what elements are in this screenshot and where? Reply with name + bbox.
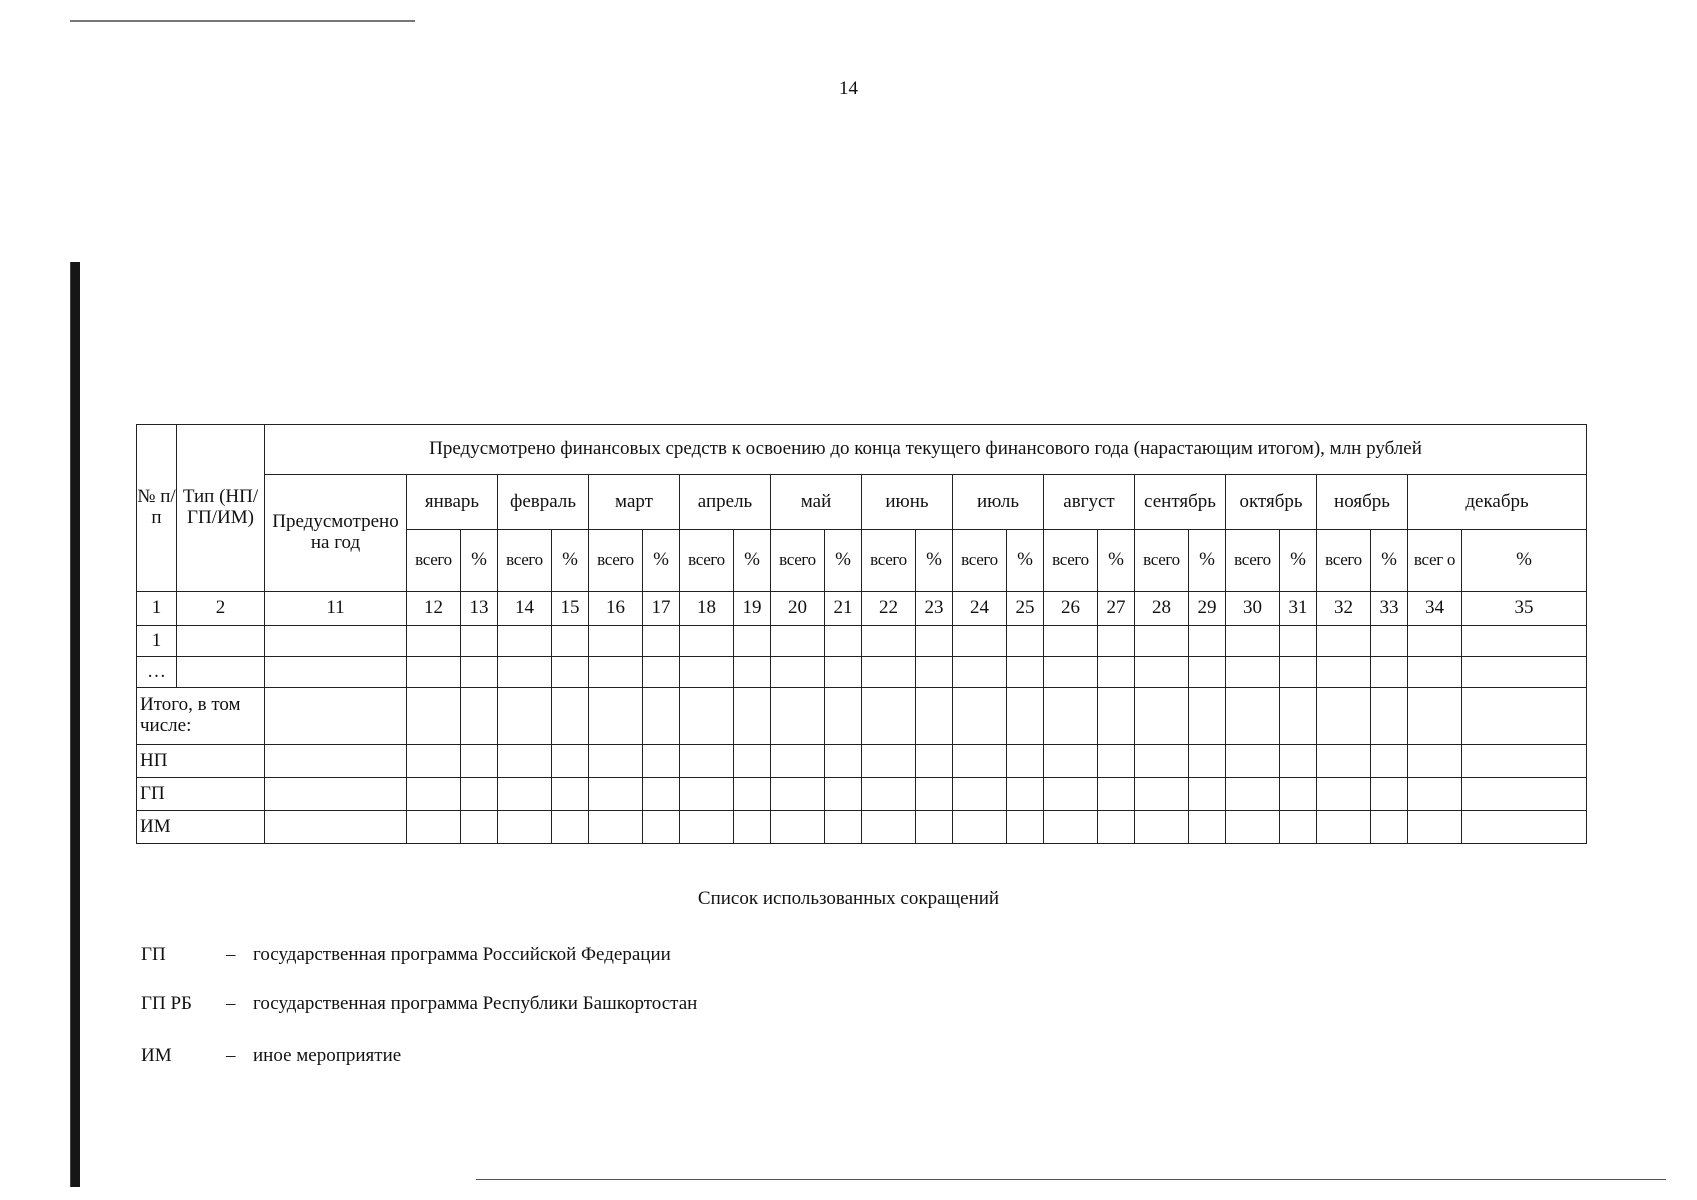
kind-label: ГП [137, 778, 265, 811]
top-rule [70, 20, 415, 22]
table-cell [589, 626, 643, 657]
table-cell [734, 778, 771, 811]
table-cell [1280, 626, 1317, 657]
table-cell [265, 745, 407, 778]
table-row-index: … [137, 657, 177, 688]
header-subcol-total: всего [1044, 530, 1098, 592]
header-month: май [771, 475, 862, 530]
table-cell [1462, 778, 1587, 811]
header-financing-group: Предусмотрено финансовых средств к освоению до конца текущего финансового года (нарастающим итогом), млн рублей [265, 425, 1587, 475]
table-cell [265, 778, 407, 811]
table-cell [825, 657, 862, 688]
table-cell [1462, 688, 1587, 745]
abbreviation-dash: – [226, 1045, 236, 1066]
column-number: 28 [1135, 592, 1189, 626]
table-cell [862, 626, 916, 657]
table-cell [461, 657, 498, 688]
header-subcol-percent: % [1007, 530, 1044, 592]
header-month: сентябрь [1135, 475, 1226, 530]
column-number: 21 [825, 592, 862, 626]
header-subcol-percent: % [1371, 530, 1408, 592]
table-cell [177, 657, 265, 688]
table-cell [1007, 745, 1044, 778]
table-cell [1135, 626, 1189, 657]
table-cell [916, 688, 953, 745]
table-cell [1408, 657, 1462, 688]
table-cell [552, 745, 589, 778]
table-cell [953, 778, 1007, 811]
table-cell [461, 811, 498, 844]
column-number: 35 [1462, 592, 1587, 626]
header-subcol-percent: % [552, 530, 589, 592]
header-subcol-percent: % [1280, 530, 1317, 592]
table-cell [680, 778, 734, 811]
table-cell [1044, 626, 1098, 657]
header-subcol-percent: % [825, 530, 862, 592]
header-month: февраль [498, 475, 589, 530]
table-cell [1044, 778, 1098, 811]
column-number: 32 [1317, 592, 1371, 626]
table-cell [916, 626, 953, 657]
table-cell [1189, 657, 1226, 688]
table-cell [552, 778, 589, 811]
total-label: Итого, в том числе: [137, 688, 265, 745]
header-month: август [1044, 475, 1135, 530]
table-cell [771, 688, 825, 745]
header-subcol-total: всего [1317, 530, 1371, 592]
table-cell [1408, 778, 1462, 811]
header-month: январь [407, 475, 498, 530]
table-cell [825, 778, 862, 811]
table-cell [589, 811, 643, 844]
table-cell [265, 626, 407, 657]
table-cell [862, 657, 916, 688]
header-subcol-percent: % [1462, 530, 1587, 592]
table-cell [1189, 688, 1226, 745]
header-month: декабрь [1408, 475, 1587, 530]
table-cell [1189, 811, 1226, 844]
table-cell [1371, 745, 1408, 778]
table-cell [1189, 778, 1226, 811]
table-cell [407, 745, 461, 778]
table-cell [1098, 745, 1135, 778]
abbreviation-code: ГП РБ [141, 993, 192, 1014]
table-cell [1189, 626, 1226, 657]
header-type: Тип (НП/ГП/ИМ) [177, 425, 265, 592]
column-number: 31 [1280, 592, 1317, 626]
column-number: 33 [1371, 592, 1408, 626]
column-number: 26 [1044, 592, 1098, 626]
table-cell [265, 811, 407, 844]
header-subcol-total: всего [1135, 530, 1189, 592]
table-cell [1408, 688, 1462, 745]
table-cell [1317, 778, 1371, 811]
header-month: июль [953, 475, 1044, 530]
table-row-index: 1 [137, 626, 177, 657]
header-month: март [589, 475, 680, 530]
header-subcol-percent: % [916, 530, 953, 592]
table-cell [461, 778, 498, 811]
table-cell [498, 657, 552, 688]
table-cell [589, 657, 643, 688]
table-cell [1280, 688, 1317, 745]
abbreviation-text: иное мероприятие [253, 1045, 402, 1066]
table-cell [552, 811, 589, 844]
table-cell [589, 778, 643, 811]
table-cell [1280, 811, 1317, 844]
header-subcol-total: всего [680, 530, 734, 592]
table-cell [643, 745, 680, 778]
header-subcol-total: всего [953, 530, 1007, 592]
column-number: 20 [771, 592, 825, 626]
table-cell [825, 626, 862, 657]
table-cell [265, 688, 407, 745]
table-cell [643, 778, 680, 811]
table-cell [862, 688, 916, 745]
column-number: 15 [552, 592, 589, 626]
table-cell [643, 688, 680, 745]
table-cell [1317, 811, 1371, 844]
abbreviation-dash: – [226, 993, 236, 1014]
table-cell [734, 657, 771, 688]
table-cell [552, 688, 589, 745]
column-number: 30 [1226, 592, 1280, 626]
column-number: 2 [177, 592, 265, 626]
financing-table [136, 424, 1586, 844]
table-cell [1007, 657, 1044, 688]
table-cell [1280, 745, 1317, 778]
table-cell [498, 688, 552, 745]
header-subcol-total: всего [1226, 530, 1280, 592]
header-year-plan: Предусмотрено на год [265, 475, 407, 592]
abbreviation-dash: – [226, 944, 236, 965]
header-month: ноябрь [1317, 475, 1408, 530]
table-cell [862, 811, 916, 844]
table-cell [1135, 745, 1189, 778]
table-cell [1371, 778, 1408, 811]
column-number: 14 [498, 592, 552, 626]
table-cell [862, 745, 916, 778]
table-cell [1462, 657, 1587, 688]
table-cell [1317, 745, 1371, 778]
table-cell [680, 811, 734, 844]
table-cell [498, 811, 552, 844]
table-cell [734, 811, 771, 844]
table-cell [1098, 778, 1135, 811]
page-number: 14 [839, 78, 858, 99]
header-subcol-total: всего [407, 530, 461, 592]
table-cell [1408, 626, 1462, 657]
table-cell [407, 626, 461, 657]
table-cell [916, 778, 953, 811]
table-cell [1135, 811, 1189, 844]
table-cell [825, 688, 862, 745]
column-number: 34 [1408, 592, 1462, 626]
header-subcol-percent: % [461, 530, 498, 592]
table-cell [734, 688, 771, 745]
column-number: 23 [916, 592, 953, 626]
table-cell [1317, 657, 1371, 688]
table-cell [771, 778, 825, 811]
abbreviation-code: ИМ [141, 1045, 172, 1066]
header-subcol-total: всего [589, 530, 643, 592]
table-cell [1007, 688, 1044, 745]
table-cell [1044, 811, 1098, 844]
table-cell [265, 657, 407, 688]
header-subcol-percent: % [1189, 530, 1226, 592]
column-number: 11 [265, 592, 407, 626]
table-cell [953, 811, 1007, 844]
column-number: 12 [407, 592, 461, 626]
table-cell [1371, 811, 1408, 844]
table-cell [1462, 811, 1587, 844]
table-cell [1098, 626, 1135, 657]
table-cell [1317, 626, 1371, 657]
table-cell [771, 811, 825, 844]
table-cell [1226, 626, 1280, 657]
table-cell [1098, 688, 1135, 745]
table-cell [825, 811, 862, 844]
column-number: 29 [1189, 592, 1226, 626]
abbreviation-text: государственная программа Республики Башкортостан [253, 993, 698, 1014]
table-cell [953, 626, 1007, 657]
header-subcol-percent: % [643, 530, 680, 592]
column-number: 1 [137, 592, 177, 626]
header-subcol-total: всего [862, 530, 916, 592]
column-number: 24 [953, 592, 1007, 626]
table-cell [953, 657, 1007, 688]
column-number: 22 [862, 592, 916, 626]
table-cell [461, 688, 498, 745]
table-cell [1226, 745, 1280, 778]
table-cell [1371, 688, 1408, 745]
table-cell [734, 745, 771, 778]
table-cell [1135, 778, 1189, 811]
table-cell [771, 657, 825, 688]
table-cell [1044, 688, 1098, 745]
header-row-number: № п/п [137, 425, 177, 592]
table-cell [1226, 688, 1280, 745]
table-cell [1462, 626, 1587, 657]
table-cell [407, 811, 461, 844]
table-cell [1371, 626, 1408, 657]
table-cell [643, 657, 680, 688]
financing-grid [136, 424, 1587, 844]
table-cell [552, 657, 589, 688]
table-cell [734, 626, 771, 657]
table-cell [589, 688, 643, 745]
column-number: 19 [734, 592, 771, 626]
table-cell [1226, 657, 1280, 688]
table-cell [771, 745, 825, 778]
header-subcol-total: всего [771, 530, 825, 592]
table-cell [498, 745, 552, 778]
header-subcol-percent: % [1098, 530, 1135, 592]
table-cell [1280, 778, 1317, 811]
table-cell [1408, 745, 1462, 778]
kind-label: ИМ [137, 811, 265, 844]
table-cell [498, 626, 552, 657]
bottom-rule [476, 1179, 1666, 1180]
header-subcol-total: всег о [1408, 530, 1462, 592]
table-cell [771, 626, 825, 657]
table-cell [1317, 688, 1371, 745]
table-cell [1371, 657, 1408, 688]
column-number: 18 [680, 592, 734, 626]
table-cell [680, 688, 734, 745]
header-month: июнь [862, 475, 953, 530]
table-cell [1044, 657, 1098, 688]
header-subcol-total: всего [498, 530, 552, 592]
table-cell [643, 626, 680, 657]
header-month: апрель [680, 475, 771, 530]
scan-edge-shadow [71, 262, 80, 1187]
column-number: 27 [1098, 592, 1135, 626]
header-subcol-percent: % [734, 530, 771, 592]
table-cell [498, 778, 552, 811]
table-cell [552, 626, 589, 657]
abbreviations-title: Список использованных сокращений [697, 888, 1000, 909]
table-cell [1462, 745, 1587, 778]
table-cell [1135, 657, 1189, 688]
table-cell [407, 688, 461, 745]
header-month: октябрь [1226, 475, 1317, 530]
table-cell [825, 745, 862, 778]
table-cell [862, 778, 916, 811]
table-cell [589, 745, 643, 778]
table-cell [643, 811, 680, 844]
table-cell [1007, 778, 1044, 811]
table-cell [680, 657, 734, 688]
table-cell [177, 626, 265, 657]
table-cell [1098, 811, 1135, 844]
table-cell [1226, 811, 1280, 844]
table-cell [1280, 657, 1317, 688]
table-cell [1044, 745, 1098, 778]
table-cell [1408, 811, 1462, 844]
table-cell [953, 745, 1007, 778]
column-number: 17 [643, 592, 680, 626]
table-cell [407, 778, 461, 811]
table-cell [916, 811, 953, 844]
table-cell [1226, 778, 1280, 811]
table-cell [680, 626, 734, 657]
column-number: 13 [461, 592, 498, 626]
table-cell [1098, 657, 1135, 688]
table-cell [953, 688, 1007, 745]
table-cell [407, 657, 461, 688]
table-cell [1007, 626, 1044, 657]
column-number: 16 [589, 592, 643, 626]
table-cell [461, 745, 498, 778]
table-cell [461, 626, 498, 657]
table-cell [1007, 811, 1044, 844]
table-cell [916, 657, 953, 688]
table-cell [1189, 745, 1226, 778]
kind-label: НП [137, 745, 265, 778]
table-cell [680, 745, 734, 778]
table-cell [1135, 688, 1189, 745]
table-cell [916, 745, 953, 778]
column-number: 25 [1007, 592, 1044, 626]
abbreviation-text: государственная программа Российской Федерации [253, 944, 671, 965]
abbreviation-code: ГП [141, 944, 166, 965]
